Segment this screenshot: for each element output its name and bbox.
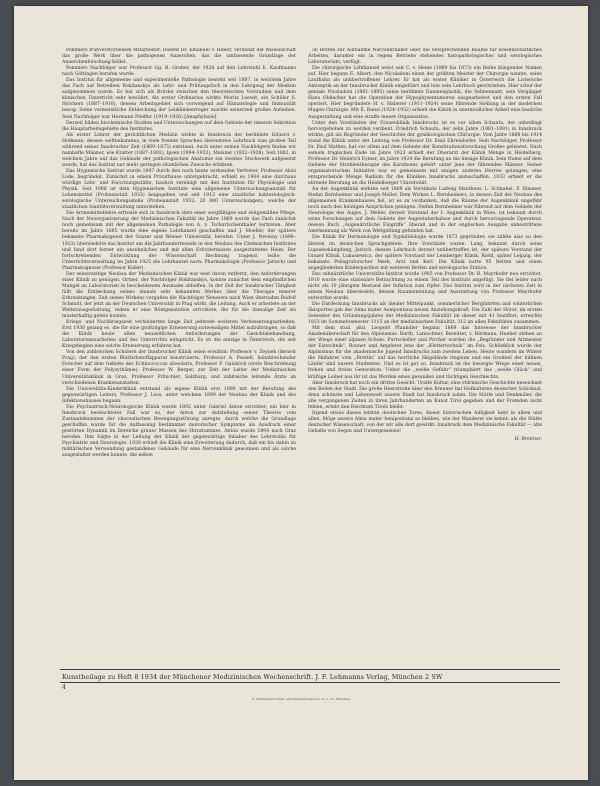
text-paragraph: Von den zahlreichen Schülern der Innsbrucker Klinik seien erwähnt: Professor v. Zeynek (derzeit Prag), der den ersten Blutfarbstoffapparat konstruierte, Professor A. Posselt, hahnbrechender Forscher auf dem Gebiete des Echinococcus alveolaris, Professor F. Gaisböck (erste Beschreibung einer Form der Polyzythämie), Professor W. Berger, zur Zeit der Leiter der Medizinischen Universitätsklinik in Graz, Professor Fritschler, Salzburg, und zahlreiche leitende Ärzte an verschiedenen Krankenanstalten. <box>62 350 296 386</box>
supplement-line: Kunstbeilage zu Heft 8 1934 der Münchener Medizinischen Wochenschrift. J. F. Lehmanns Verlag, München 2 SW <box>62 673 443 681</box>
text-column-left <box>62 48 296 666</box>
text-paragraph: Aber Innsbruck hat noch ein drittes Gesicht. Uralte Kultur, eine stürmische Geschichte bezeichnet den Boden der Stadt. Die große Heerstraße über den Brenner hat Hofkulturen deutscher Schicksal, denn schönste und Lebenswelt unsere Stadt hat Innsbruck nahm. Die Stätte und Denkmäler, die alle vergangenen Zeiten in ihren Jahrhunderten an Kunst Tirol gegeben und der Fremden nicht fehlen, erlebt den Reichtum Tirols bleibt. <box>308 380 542 410</box>
text-paragraph: Die Arzneimittellehre erfreute sich in Innsbruck stets einer sorgfältigen und zeitgemäßen Pflege. Nach der Neuorganisierung der Medizinischen Fakultät im Jahre 1869 wurde das Fach zunächst noch gemeinsam mit der allgemeinen Pathologie von A. v. Tschurtschenthaler vertreten. Aber bereits im Jahre 1885 wurde eine eigene Lehrkanzel geschaffen und J. Moeller, der spätere bekannte Pharmakognost der Grazer und Wiener Universität, berufen. Unter J. Nevinny (1896–1923) übersiedelte das Institut um die Jahrhundertwende in den Neubau des Chemischen Institutes und fand dort ferner ein ansehnliches und mit allen Erfordernissen ausgestattetes Heim. Der fortschreitenden Entwicklung der Wissenschaft Rechnung tragend, teilte die Unterrichtsverwaltung im Jahre 1925 die Lehrkanzel nach: Pharmakologie (Professor Jarisch) und Pharmakognosie (Professor Koller). <box>62 211 296 271</box>
text-paragraph: 56 Betten zur Aufnahme Nervenkranker über die entsprechenden Räume für wissenschaftliches Arbeiten, darunter ein in regem Betriebe stehendes histopathologisches und serologisches Laboratorium, verfügt. <box>308 48 542 66</box>
text-paragraph: Das Institut für allgemeine und experimentelle Pathologie besteht seit 1887, in welchem Jahre das Fach auf Betreiben Rokitanskys als Lehr- und Prüfungsfach in den Lehrgang der Medizin aufgenommen wurde. Es hat sich als Brücke zwischen den theoretischen Vorstudien und dem klinischen Unterricht sehr bewährt. Als erster Ordinarius wirkte Moritz Loewit, ein Schüler S. Strickers (1887–1918), dessen Arbeitsgebiet sich vorwiegend auf Hämatologie und Immunität bezog. Seine vermeintliche Entdeckung der Leukämieerreger machte seinerzeit großes Aufsehen. Sein Nachfolger war Hermann Pfeiffer (1919–1926) [Anaphylaxie]. <box>62 78 296 120</box>
journal-page <box>14 6 588 780</box>
footer-rule-bottom <box>60 682 560 683</box>
text-paragraph: Kriegs- und Nachkriegszeit verhinderten lange Zeit jedwede weiteren Verbesserungsarbeiten. Erst 1930 gelang es, die für eine großzügige Erneuerung notwendigen Mittel aufzubringen, so daß die Klinik heute allen neuzeitlichen Anforderungen der Gesichtsbehandlung, Laboratoriumsarbeiten und des Unterrichts entspricht. Es ist die einzige in Österreich, die seit Kriegsbeginn eine solche Erneuerung erfahren hat. <box>62 320 296 350</box>
text-paragraph: Der seinerzeitige Neubau der Medizinischen Klinik war weit davon entfernt, den Anforderungen einer Klinik zu genügen. Ortner, der Nachfolger Rokitanskys, konnte zunächst dem empfindlichen Mangel an Laboratorien in bescheidenem Ausmaße abhelfen. In der Zeit der Innsbrucker Tätigkeit fällt die Entdeckung seines damals sehr bekannten Werkes über die Therapie innerer Erkrankungen. Zeit seines Wirkens vergaßen die Nachfolger Neussers nach Wien übernahm Rudolf Schmidt, der jetzt an der Deutschen Universität in Prag wirkt, die Leitung. Auch er arbeitete an der Weiterausgestaltung, indem er eine Röntgenstation errichtete, die für die damalige Zeit als musterhaftig gelten konnte. <box>62 271 296 320</box>
text-paragraph: Die chirurgische Lehrkanzel weist seit C. v. Heine (1869 bis 1873) ein Reihe klingender Namen auf. Hier begann E. Albert, den Nicoladoni einen der größten Meister der Chirurgie nannte, seine Laufbahn als unübertroffener Lehrer. Er hat als erster Kliniker in Österreich die Listersche Antiseptik an der Innsbrucker Klinik eingeführt und hier sein Lehrbuch geschrieben. Hier schuf der geniale Nicoladoni (1881–1895) seine berühmte Daumenplastik, die Sehnennaht, sein Vorgänger Hans Obdacher hat die Operation der Hypophysentumoren ausgearbeitet und den ersten Fall operiert. Hier begründete H. v. Haberer (1911–1924) seine führende Stellung in der modernen Magen-Chirurgie. Mit E. Ranzi (1924–1932) erhielt die Klinik in unermüdlicher Arbeit eine bauliche Ausgestaltung und eine straffe innere Organisation. <box>308 66 542 120</box>
printer-imprint: E. Mühlthaler's Buch- und Kunstdruckerei G. m. b. H., München <box>252 697 350 701</box>
text-paragraph: Das zahnärztliche Universitäts-Institut wurde 1905 von Professor Dr. B. Mayrhofer neu errichtet. 1910 wurde eine stationäre Betrachtung zu einem Teil des Instituts angefügt. Sie fiel leider nach nicht als 10 jährigem Bestand der Inflation zum Opfer. Das Institut wird in der nächsten Zeit in einem Neubau übersiedeln, dessen Raumeinteilung und Ausstattung von Professor Mayrhofer entworfen wurde. <box>308 271 542 301</box>
text-paragraph: Die Universitäts-Kinderklinik entstand als eigene Klinik erst 1896 mit der Berufung des gegenwärtigen Leiters, Professor J. Loos, unter welchem 1899 der Neubau der Klinik und des Infektionshauses begann. <box>62 386 296 404</box>
text-paragraph: Pommers frühverstorbenem Mitarbeiter, Dozent Dr. Emanuel v. Hibler, verdankt die Wissenschaft das große Werk über die pathogenen Anaeroben, das die umfassende Grundlage der Anaerobenforschung bildet. <box>62 48 296 66</box>
text-paragraph: Mit dem stud. phil. Leopold Pfaundler begann 1869 das Interesse der Innsbrucker Akademikerschaft für den Alpinismus. Barth, Lantschner, Bereitter, v. Hörmann, Hueber stehen an der Wiege einer alpinen Schule. Purtscheller und Pircher wurden die „Begründer und Altmeister der Eistechnik“, Ronner und Ampferer jene der „Klettertechnik“ im Fels. Schließlich wurde der Alpinismus für die akademische Jugend Innsbrucks zum zweiten Leben. Heute wandern im Winter die Skifahrer vom „Brettln“ auf das herrliche Skigelände ringsum und ein Großteil der kühnen Läufer sind unsere Studenten. Und es ist gut so, Innsbruck ist die besorgte Wiege einer neuen, frohen und freien Generation. Ueber die „weiße Gefahr“ triumphiert das „weiße Glück“ und kräftige Leiber aus ihr ist das Werden eines gesunden und tüchtigen Geschlechts. <box>308 326 542 380</box>
text-paragraph: An der Augenklinik wirkten seit 1869 als Vorstände Ludwig Mauthner, L. Schnabel, F. Dimmer, Stefan Bernheimer und Joseph Meller. Dem Wirken L. Bernheimers, in dessen Zeit der Neubau des allgemeinen Krankenhauses fiel, ist es zu verdanken, daß die Räume der Augenklinik ungefähr noch nach den heutigen Ansprüchen genügen. Stefan Bernheimer war führend auf dem Gebiete der Neurologie des Auges. J. Meller, derzeit Vorstand der I. Augenklinik in Wien, ist bekannt durch seine Forschungen auf dem Gebiete der Augentuberkulose und durch hervorragende Operateur, dessen Buch „Augenärztliche Eingriffe“ überall und in der englischen Ausgabe unbestrittene Anerkennung als Werk von Weltgeltung gefunden hat. <box>308 187 542 235</box>
text-paragraph: Pommers Nachfolger war Professor Gg. B. Gruber, der 1928 auf den Lehrstuhl E. Kaufmanns nach Göttingen berufen wurde. <box>62 66 296 78</box>
text-paragraph: Unter den Vorständen der Frauenklinik Innsbrucks ist es vor allem Schauta, der unbedingt hervorgehoben zu werden verdient. Friedrich Schauta, der zehn Jahre (1881–1891) in Innsbruck wirkte, gilt als Begründer der Geschichte der gynäkologischen Chirurgie. Vom Jahre 1888 bis 1914 stand die Klinik unter der Leitung von Professor Dr. Emil Ehrendorfer. Sein Nachfolger, Professor Dr. Paul Mathes, hat vor allem auf dem Gebiete der Konstitutionsforschung Großes geleistet. Nach seinem tragischen Ende im Jahre 1923 erhielt der Oberarzt der Klinik Menge in Heidelberg, Professor Dr. Heinrich Eymer, im Jahre 1924 die Berufung an die hiesige Klinik. Sein Name auf dem Gebiete der Strahlentherapie des Karzinoms gehört unter jene der führenden Männer. Seiner organisatorischen Initiative war es gemeinsam mit einigen anderen Herren gelungen, eine entsprechende Menge Radium für die Kliniken Innsbrucks anzuschaffen. 1933 erhielt er die ehrende Berufung an die Heidelberger Universität. <box>308 120 542 187</box>
text-paragraph: Irgend etwas dieses letzten deutschen Tores, dieser historischen Adligkeit liebt in allem und allen. Möge unsere Alma mater Aenipontana so bleiben, wie der Wanderer sie kennt: als die Stätte deutscher Wissenschaft, von der wir alle dort gewirkt: Innsbruck dem Medizinische Fakultät — alte Gehalte von Segen und Unvergessenes! <box>308 410 542 434</box>
text-paragraph: Als erster Lehrer der gerichtlichen Medizin wirkte in Innsbruck der berühmte Eduard v. Hofmann, dessen weltbekanntes, in viele fremde Sprachen übersetztes Lehrbuch zum großen Teil während seiner Innsbrucker Zeit (1869–1875) entstand. Auch unter seinen Nachfolgern finden wir namhafte Männer, wie Kratter (1887–1892), Ipsen (1894–1932), Meixner (1932–1938). Seit 1882, in welchem Jahre auf das Gebäude der pathologischen Anatomie ein zweites Stockwerk aufgesetzt wurde, hat das Institut nur mehr geringen räumlichen Zuwachs erfahren. <box>62 132 296 168</box>
page-number: 4 <box>62 684 66 691</box>
text-column-right <box>308 48 542 666</box>
author-signature: H. Breitner. <box>514 437 542 442</box>
text-paragraph: Die Klinik für Dermatologie und Syphilidologie wurde 1873 gegründet; sie zählte also zu den älteren im deutschen Sprachgebiete. Ihre Vorstände waren: Lang, bekannt durch seine Lupusbekämpfung, Jarisch, dessen Lehrbuch derzeit unübertroffen ist, der spätere Vorstand der Grazer Klinik, Lukasiewicz, der spätere Vorstand der Lemberger Klinik, Riehl, später Leipzig, der bekannte Pellagraforscher Merk, Arzt und Kerl. Die Klinik hatte 95 Betten und einen angegliederten Kinderpavillon mit weiteren Betten und serologische Station. <box>308 235 542 271</box>
text-paragraph: Die Psychiatrisch-Neurologische Klinik wurde 1892 unter Gabriel Anton errichtet; ein hier in Innsbruck beobachteter Fall war es, der Anton zur Aufstellung seiner Theorie vom Zustandekommen der choreatischen Bewegungsstörung anregte, durch welche die Grundlage geschaffen wurde für die Auffassung bestimmter motorischer Symptome als Ausdruck einer gestörten Dynamik im Bereiche grauer Massen des Hirnstammes. Anton wurde 1894 nach Graz berufen. Ihm folgte in der Leitung der Klinik der gegenwärtige Inhaber des Lehrstuhls für Psychiatrie und Neurologie. 1930 erhielt die Klinik eine Erweiterung dadurch, daß ein bis dahin zu militärischen Verwendung gestandenes Gebäude für eine Nervenklinik gewonnen und als solche ausgestaltet werden konnte, die neben <box>62 404 296 459</box>
footer-rule-top <box>60 669 560 670</box>
text-paragraph: Das Hygienische Institut wurde 1897 durch den noch heute wirkenden Vertreter, Professor Alois Lode, begründet. Zunächst in einem Privathause untergebracht, erhielt es 1904 eine durchaus würdige Lehr- und Forschungsstätte, baulich vereinigt mit den Instituten für Physiologie und Physik. Seit 1908 ist dem Hygienischen Institute eine allgemeine Untersuchungsanstalt für Lebensmittel (Probeanstalt 1933) beigegeben und seit 1913 eine staatliche bakteriologisch-serologische Untersuchungsstelle (Probeanstalt 1932: 20 880 Untersuchungen), welche der staatlichen Sanitätsverwaltung unterstehen. <box>62 168 296 211</box>
text-paragraph: Derzeit bilden biochemische Studien und Untersuchungen auf dem Gebiete der inneren Sekretion die Hauptarbeitsgebiete des Institutes. <box>62 120 296 132</box>
text-paragraph: Die Entdeckung Innsbrucks als idealer Mittelpunkt, sommerlicher Bergfahrten und winterlichen Skisportes gab der Alma mater Aenipontana neuen Anziehungskraft. Die Zahl der Hörer, im ersten Semester des Gründungsjahres der Medizinischen Fakultät im dieser mit 41 beziffert, erreichte 1923 im Sommersemester 1115 an der medizinischen Fakultät, 312 an allen Fakultäten zusammen. <box>308 301 542 326</box>
